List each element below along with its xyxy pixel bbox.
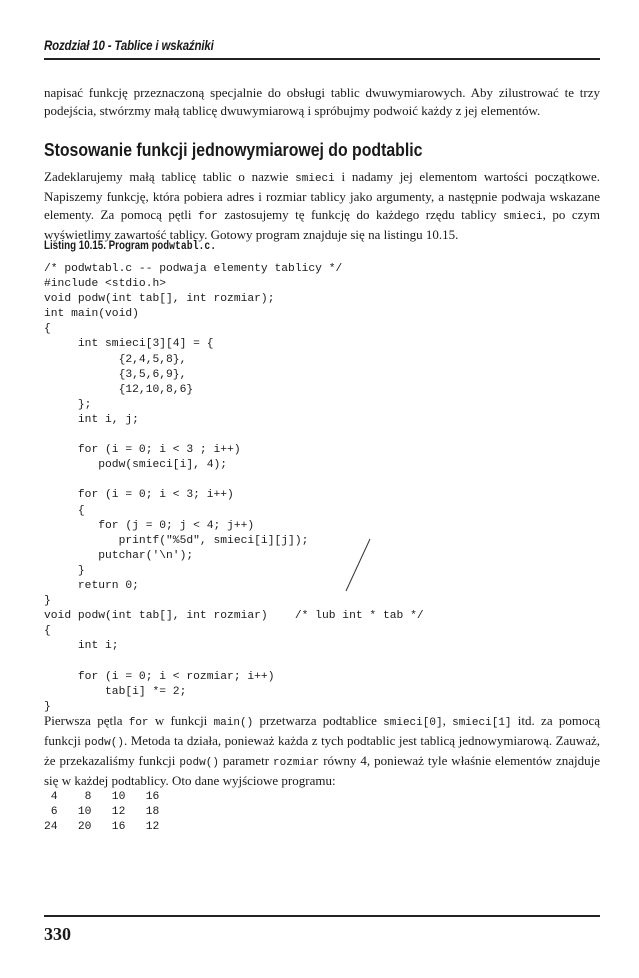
pen-stroke-mark <box>340 535 380 595</box>
section-title: Stosowanie funkcji jednowymiarowej do podtablic <box>44 140 423 160</box>
page-number: 330 <box>44 924 71 944</box>
code-listing: /* podwtabl.c -- podwaja elementy tablicy */ #include <stdio.h> void podw(int tab[], int rozmiar); int main(void) { int smieci[3][4] = { {2,4,5,8}, {3,5,6,9}, {12,10,8,6} }; int i, j; for (i = 0; i < 3 ; i++) podw(smieci[i], 4); for (i = 0; i < 3; i++) { for (j = 0; j < 4; j++) printf("%5d", smieci[i][j]); putchar('\n'); } return 0; } void podw(int tab[], int rozmiar) /* lub int * tab */ { int i; for (i = 0; i < rozmiar; i++) tab[i] *= 2; } <box>44 263 424 713</box>
footer-rule <box>44 915 600 917</box>
listing-caption: Listing 10.15. Program podwtabl.c. <box>44 240 217 253</box>
body-paragraph-declaration: Zadeklarujemy małą tablicę tablic o nazwie smieci i nadamy jej elementom wartości początkowe. Napiszemy funkcję, która pobiera adres i rozmiar tablicy jako argumenty, a następnie podwaja wskazane elementy. Za pomocą pętli for zastosujemy tę funkcję do każdego rzędu tablicy smieci, po czym wyświetlimy zawartość tablicy. Gotowy program znajduje się na listingu 10.15. <box>44 169 600 242</box>
running-head: Rozdział 10 - Tablice i wskaźniki <box>44 37 214 53</box>
header-rule <box>44 58 600 60</box>
intro-paragraph: napisać funkcję przeznaczoną specjalnie do obsługi tablic dwuwymiarowych. Aby zilustrować te trzy podejścia, stwórzmy małą tablicę dwuwymiarową i spróbujmy podwoić każdy z jej elementów. <box>44 85 600 118</box>
body-paragraph-explanation: Pierwsza pętla for w funkcji main() przetwarza podtablice smieci[0], smieci[1] itd. za pomocą funkcji podw(). Metoda ta działa, ponieważ każda z tych podtablic jest tablicą jednowymiarową. Zauważ, że przekazaliśmy funkcji podw() parametr rozmiar równy 4, ponieważ tyle właśnie elementów znajduje się w każdej podtablicy. Oto dane wyjściowe programu: <box>44 713 601 788</box>
program-output: 4 8 10 16 6 10 12 18 24 20 16 12 <box>44 791 160 834</box>
